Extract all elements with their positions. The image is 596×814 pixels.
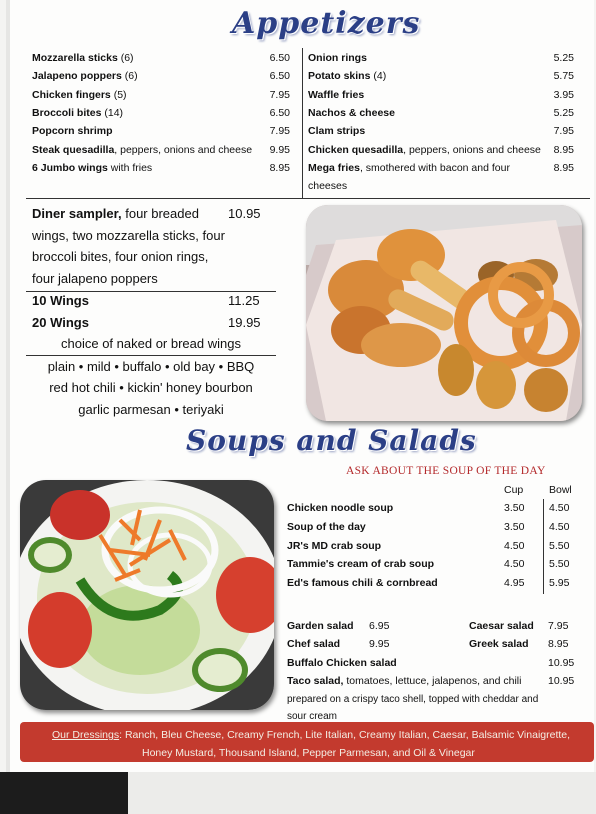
list-item: Steak quesadilla, peppers, onions and cheese <box>32 144 253 156</box>
soup-item: Chicken noodle soup <box>287 502 394 514</box>
list-item: Broccoli bites (14) <box>32 107 124 119</box>
salad-price: 6.95 <box>369 620 390 632</box>
list-item: Mozzarella sticks (6) <box>32 52 134 64</box>
salad-item: Buffalo Chicken salad <box>287 657 397 669</box>
bowl-price: 5.50 <box>549 558 570 570</box>
section-divider <box>26 198 590 199</box>
list-item-continued: cheeses <box>308 180 348 192</box>
salad-item: Greek salad <box>469 638 529 650</box>
item-price: 5.75 <box>553 70 574 82</box>
sampler-line: wings, two mozzarella sticks, four <box>32 228 225 243</box>
wing-note: choice of naked or bread wings <box>61 336 241 351</box>
item-price: 9.95 <box>269 144 290 156</box>
list-item: Chicken fingers (5) <box>32 89 127 101</box>
list-item: Popcorn shrimp <box>32 125 113 137</box>
bowl-header: Bowl <box>549 484 572 496</box>
bowl-price: 5.95 <box>549 577 570 589</box>
item-price: 5.25 <box>553 52 574 64</box>
soup-item: JR's MD crab soup <box>287 540 382 552</box>
item-price: 7.95 <box>269 125 290 137</box>
soup-item: Tammie's cream of crab soup <box>287 558 435 570</box>
salad-image <box>20 480 274 710</box>
sampler-line: broccoli bites, four onion rings, <box>32 249 209 264</box>
bowl-price: 4.50 <box>549 502 570 514</box>
soup-of-the-day-notice: ASK ABOUT THE SOUP OF THE DAY <box>346 465 546 477</box>
item-price: 11.25 <box>228 293 260 308</box>
list-item: Jalapeno poppers (6) <box>32 70 138 82</box>
list-item: Potato skins (4) <box>308 70 387 82</box>
item-price: 6.50 <box>269 107 290 119</box>
appetizer-platter-photo <box>306 205 582 421</box>
bowl-price: 5.50 <box>549 540 570 552</box>
list-item: Mega fries, smothered with bacon and four <box>308 162 510 174</box>
bowl-price: 4.50 <box>549 521 570 533</box>
salad-price: 10.95 <box>548 675 575 687</box>
salad-price: 7.95 <box>548 620 569 632</box>
list-item: Onion rings <box>308 52 367 64</box>
sampler-price: 10.95 <box>228 206 261 221</box>
item-price: 3.95 <box>553 89 574 101</box>
column-divider <box>302 48 303 198</box>
menu-page <box>6 0 594 772</box>
dressings-label: Our Dressings <box>52 729 120 741</box>
cup-header: Cup <box>504 484 524 496</box>
salad-description: prepared on a crispy taco shell, topped with cheddar and <box>287 694 539 705</box>
list-item: Waffle fries <box>308 89 365 101</box>
appetizer-platter-image <box>306 205 582 421</box>
appetizers-title: Appetizers <box>232 6 421 41</box>
salad-photo <box>20 480 274 710</box>
salad-item: Garden salad <box>287 620 354 632</box>
cup-bowl-divider <box>543 499 544 594</box>
dressings-bar <box>20 722 594 762</box>
sampler-line: Diner sampler, four breaded <box>32 206 199 221</box>
scan-edge <box>6 0 10 772</box>
soup-item: Ed's famous chili & cornbread <box>287 577 438 589</box>
wings-item: 20 Wings <box>32 315 89 330</box>
wings-item: 10 Wings <box>32 293 89 308</box>
salad-item: Caesar salad <box>469 620 534 632</box>
cup-price: 4.95 <box>504 577 525 589</box>
soups-salads-title: Soups and Salads <box>186 424 477 457</box>
list-item: Clam strips <box>308 125 366 137</box>
soup-item: Soup of the day <box>287 521 366 533</box>
sauce-line: garlic parmesan • teriyaki <box>78 402 224 417</box>
item-price: 8.95 <box>269 162 290 174</box>
scan-shadow <box>0 772 128 814</box>
item-price: 8.95 <box>553 144 574 156</box>
dressings-line: Honey Mustard, Thousand Island, Pepper Parmesan, and Oil & Vinegar <box>142 747 475 759</box>
item-price: 6.50 <box>269 70 290 82</box>
sauce-line: red hot chili • kickin' honey bourbon <box>49 380 253 395</box>
salad-price: 10.95 <box>548 657 575 669</box>
salad-price: 9.95 <box>369 638 390 650</box>
cup-price: 4.50 <box>504 540 525 552</box>
item-price: 7.95 <box>269 89 290 101</box>
sauce-line: plain • mild • buffalo • old bay • BBQ <box>47 359 255 374</box>
salad-item: Taco salad, tomatoes, lettuce, jalapenos, and chili <box>287 675 522 687</box>
cup-price: 4.50 <box>504 558 525 570</box>
list-item: Chicken quesadilla, peppers, onions and cheese <box>308 144 541 156</box>
item-price: 19.95 <box>228 315 261 330</box>
item-price: 6.50 <box>269 52 290 64</box>
sampler-line: four jalapeno poppers <box>32 271 158 286</box>
cup-price: 3.50 <box>504 521 525 533</box>
list-item: Nachos & cheese <box>308 107 395 119</box>
item-price: 8.95 <box>553 162 574 174</box>
salad-description: sour cream <box>287 711 338 722</box>
cup-price: 3.50 <box>504 502 525 514</box>
item-price: 7.95 <box>553 125 574 137</box>
salad-item: Chef salad <box>287 638 341 650</box>
dressings-line: Our Dressings: Ranch, Bleu Cheese, Creamy French, Lite Italian, Creamy Italian, Caesar, Balsamic Vinaigrette, <box>52 729 571 741</box>
salad-price: 8.95 <box>548 638 569 650</box>
list-item: 6 Jumbo wings with fries <box>32 162 153 174</box>
item-price: 5.25 <box>553 107 574 119</box>
